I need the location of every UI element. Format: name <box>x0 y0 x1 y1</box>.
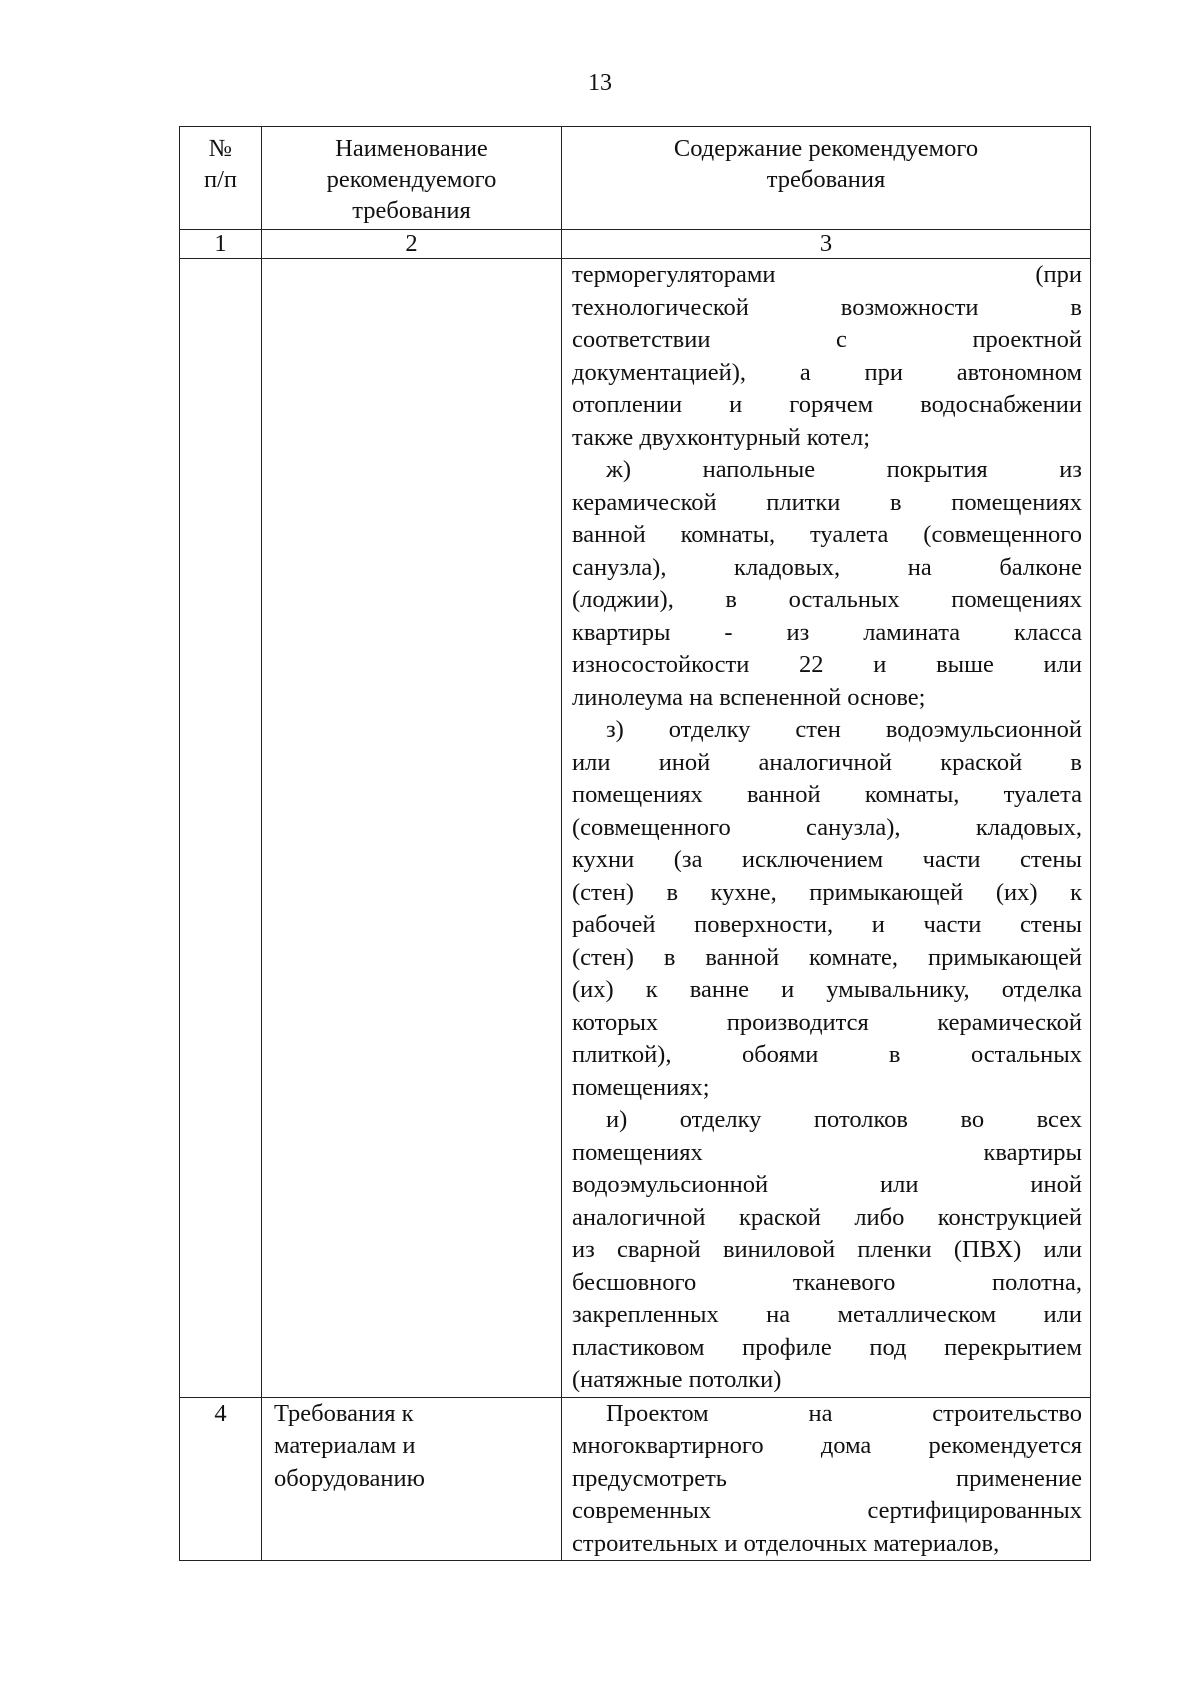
content-line: из сварной виниловой пленки (ПВХ) или <box>572 1236 1082 1263</box>
content-line: пластиковом профиле под перекрытием <box>572 1333 1082 1361</box>
content-line: многоквартирного дома рекомендуется <box>572 1432 1082 1459</box>
content-line: квартиры - из ламината класса <box>572 618 1082 646</box>
content-line: Проектом на строительство <box>606 1399 1082 1427</box>
content-line: помещениях ванной комнаты, туалета <box>572 781 1082 808</box>
row-continuation-content <box>562 259 1091 1398</box>
column-index-row <box>180 230 1091 259</box>
header-num-line: № <box>208 135 233 162</box>
content-line: керамической плитки в помещениях <box>572 488 1082 516</box>
content-line: также двухконтурный котел; <box>572 423 870 451</box>
content-line: закрепленных на металлическом или <box>572 1301 1082 1328</box>
header-name-line: рекомендуемого <box>326 166 497 193</box>
content-line: (лоджии), в остальных помещениях <box>572 586 1082 613</box>
column-index-2: 2 <box>262 230 562 259</box>
row-continuation-name <box>262 259 562 1398</box>
content-line: рабочей поверхности, и части стены <box>572 911 1082 938</box>
content-line: ж) напольные покрытия из <box>606 456 1082 483</box>
content-line: которых производится керамической <box>572 1008 1082 1036</box>
content-line: или иной аналогичной краской в <box>572 748 1082 776</box>
content-line: (стен) в ванной комнате, примыкающей <box>572 943 1082 971</box>
row-continuation-num <box>180 259 262 1398</box>
content-line: линолеума на вспененной основе; <box>572 683 926 711</box>
content-line: водоэмульсионной или иной <box>572 1171 1082 1198</box>
header-num <box>180 127 262 230</box>
header-name-line: требования <box>352 197 471 224</box>
content-line: плиткой), обоями в остальных <box>572 1041 1082 1068</box>
content-line: (натяжные потолки) <box>572 1366 782 1393</box>
header-content <box>562 127 1091 230</box>
content-line: технологической возможности в <box>572 293 1082 321</box>
content-line: отоплении и горячем водоснабжении <box>572 391 1082 418</box>
row-4-content <box>562 1397 1091 1561</box>
header-name-line: Наименование <box>335 135 488 162</box>
content-line: и) отделку потолков во всех <box>606 1106 1082 1133</box>
header-content-line: Содержание рекомендуемого <box>673 135 979 162</box>
content-line: износостойкости 22 и выше или <box>572 651 1082 678</box>
content-line: помещениях квартиры <box>572 1138 1082 1166</box>
row-4-name-line: материалам и <box>274 1432 416 1459</box>
header-num-line: п/п <box>203 166 238 193</box>
content-line: помещениях; <box>572 1073 710 1101</box>
content-line: предусмотреть применение <box>572 1464 1082 1492</box>
content-line: (совмещенного санузла), кладовых, <box>572 813 1082 841</box>
row-4-num: 4 <box>180 1397 262 1561</box>
content-line: современных сертифицированных <box>572 1497 1082 1524</box>
row-4-name <box>262 1397 562 1561</box>
page-number: 13 <box>588 70 612 96</box>
header-name <box>262 127 562 230</box>
content-line: терморегуляторами (при <box>572 261 1082 288</box>
content-line: строительных и отделочных материалов, <box>572 1529 1000 1557</box>
content-line: ванной комнаты, туалета (совмещенного <box>572 521 1082 548</box>
content-line: кухни (за исключением части стены <box>572 846 1082 873</box>
table-row-4 <box>180 1397 1091 1561</box>
content-line: бесшовного тканевого полотна, <box>572 1268 1082 1296</box>
content-line: соответствии с проектной <box>572 326 1082 353</box>
content-line: санузла), кладовых, на балконе <box>572 553 1082 581</box>
column-index-3: 3 <box>562 230 1091 259</box>
requirements-table <box>179 126 1091 1561</box>
row-4-name-line: Требования к <box>274 1399 414 1427</box>
content-line: документацией), а при автономном <box>572 358 1082 386</box>
header-content-line: требования <box>766 166 886 193</box>
content-line: (стен) в кухне, примыкающей (их) к <box>572 878 1082 906</box>
row-4-name-line: оборудованию <box>274 1464 425 1492</box>
table-row-continuation <box>180 259 1091 1398</box>
content-line: аналогичной краской либо конструкцией <box>572 1203 1082 1231</box>
content-line: з) отделку стен водоэмульсионной <box>606 716 1082 743</box>
column-index-1: 1 <box>180 230 262 259</box>
table-header-row <box>180 127 1091 230</box>
content-line: (их) к ванне и умывальнику, отделка <box>572 976 1082 1003</box>
